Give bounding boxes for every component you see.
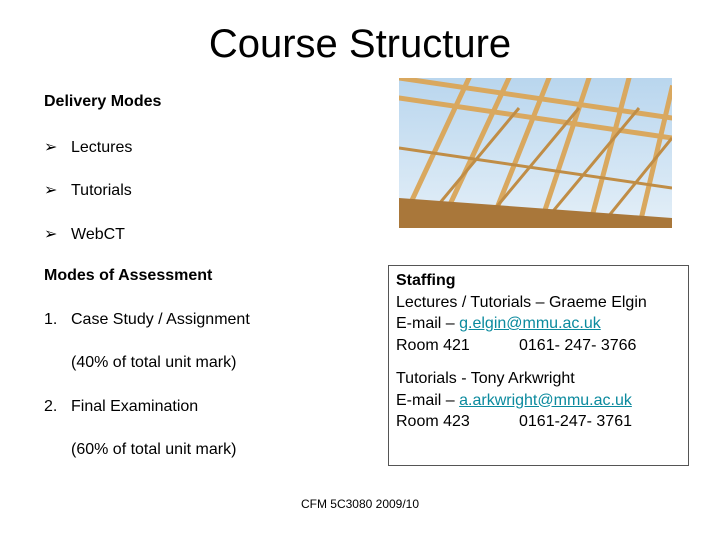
delivery-mode-lectures: Lectures (71, 139, 133, 156)
lecturer-room: Room 421 (396, 336, 470, 354)
item-number: 1. (44, 311, 58, 328)
delivery-modes-heading: Delivery Modes (44, 93, 162, 110)
lecturer-line: Lectures / Tutorials – Graeme Elgin (396, 293, 647, 311)
footer-text: CFM 5C3080 2009/10 (300, 497, 420, 511)
list-item (44, 224, 125, 244)
arrow-bullet-icon: ➢ (44, 226, 58, 243)
list-item (44, 137, 132, 157)
email-label: E-mail – (396, 391, 460, 409)
item-number: 2. (44, 398, 58, 415)
tutor-email-link[interactable]: a.arkwright@mmu.ac.uk (459, 391, 632, 409)
arrow-bullet-icon: ➢ (44, 182, 58, 199)
assessment-item-note: (40% of total unit mark) (71, 354, 237, 371)
delivery-mode-webct: WebCT (71, 226, 125, 243)
tutor-line: Tutorials - Tony Arkwright (396, 370, 575, 387)
lecturer-email-row (396, 313, 681, 335)
list-item (44, 311, 250, 329)
tutor-room-row (396, 411, 681, 433)
lecturer-email-link[interactable]: g.elgin@mmu.ac.uk (459, 315, 601, 332)
delivery-mode-tutorials: Tutorials (71, 182, 132, 199)
tutor-room: Room 423 (396, 413, 470, 430)
arrow-bullet-icon: ➢ (44, 139, 58, 156)
list-item (44, 398, 198, 416)
lecturer-phone: 0161- 247- 3766 (519, 336, 637, 354)
assessment-heading: Modes of Assessment (44, 267, 213, 284)
roof-trusses-image (399, 78, 672, 228)
list-item (44, 180, 132, 200)
slide-title: Course Structure (208, 22, 512, 66)
staffing-heading: Staffing (396, 272, 456, 289)
staffing-box (388, 265, 689, 466)
lecturer-room-row (396, 335, 681, 357)
tutor-phone: 0161-247- 3761 (519, 413, 632, 430)
assessment-item-note: (60% of total unit mark) (71, 441, 237, 458)
roof-trusses-photo (399, 78, 672, 228)
tutor-email-row (396, 390, 681, 412)
email-label: E-mail – (396, 315, 460, 332)
assessment-item-label: Final Examination (71, 398, 199, 415)
assessment-item-label: Case Study / Assignment (71, 311, 250, 328)
